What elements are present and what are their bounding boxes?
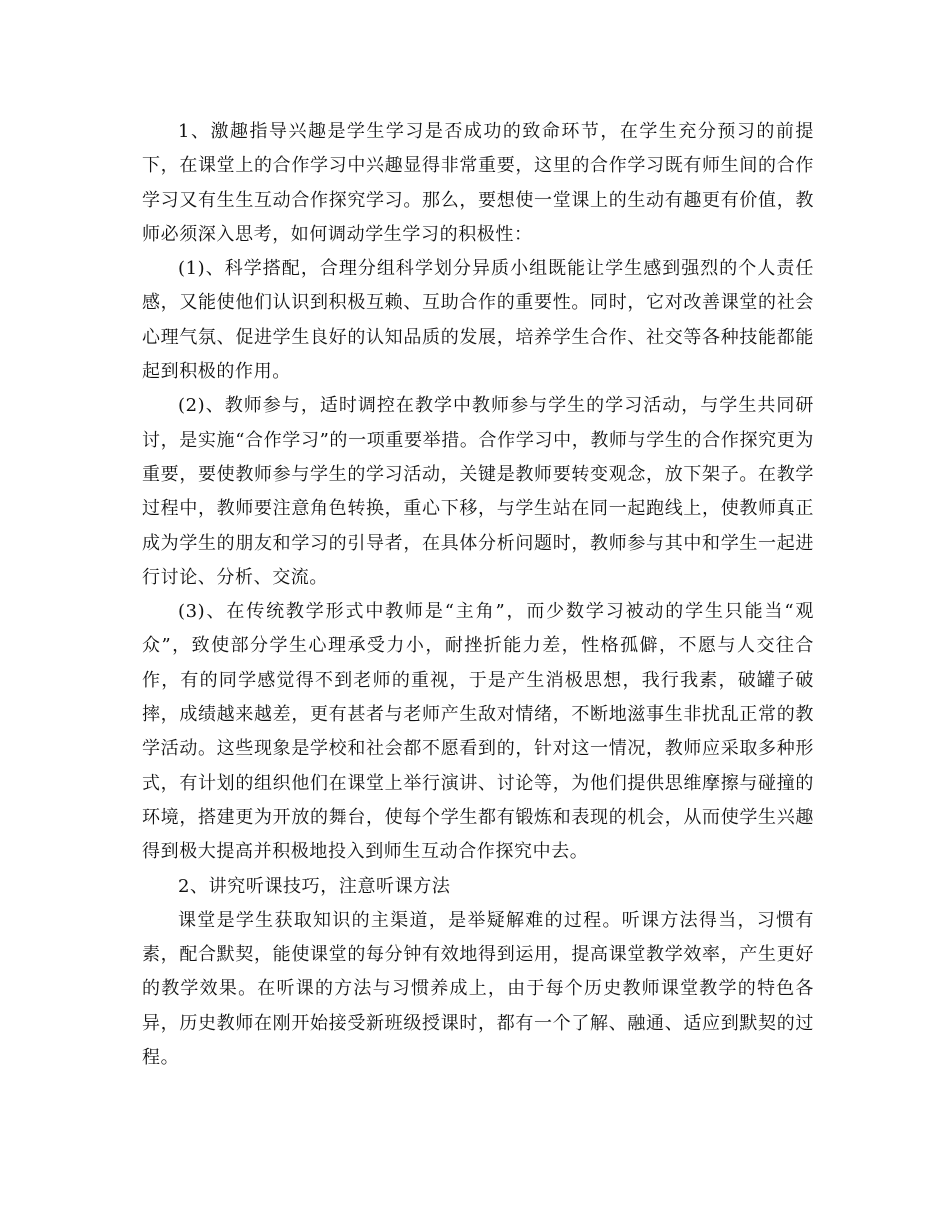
paragraph-classroom-channel: 课堂是学生获取知识的主渠道，是举疑解难的过程。听课方法得当，习惯有素，配合默契，能使课堂的每分钟有效地得到运用，提高课堂教学效率，产生更好的教学效果。在听课的方法与习惯养成上，由于每个历史教师课堂教学的特色各异，历史教师在刚开始接受新班级授课时，都有一个了解、融通、适应到默契的过程。 bbox=[142, 909, 814, 1069]
paragraph-teacher-participation: (2)、教师参与，适时调控在教学中教师参与学生的学习活动，与学生共同研讨，是实施“合作学习”的一项重要举措。合作学习中，教师与学生的合作探究更为重要，要使教师参与学生的学习活动，关键是教师要转变观念，放下架子。在教学过程中，教师要注意角色转换，重心下移，与学生站在同一起跑线上，使教师真正成为学生的朋友和学习的引导者，在具体分析问题时，教师参与其中和学生一起进行讨论、分析、交流。 bbox=[142, 395, 814, 588]
section-heading-listening-skills: 2、讲究听课技巧，注意听课方法 bbox=[178, 875, 451, 897]
paragraph-grouping: (1)、科学搭配，合理分组科学划分异质小组既能让学生感到强烈的个人责任感，又能使他们认识到积极互赖、互助合作的重要性。同时，它对改善课堂的社会心理气氛、促进学生良好的认知品质的发展，培养学生合作、社交等各种技能都能起到积极的作用。 bbox=[142, 258, 814, 383]
document-body bbox=[142, 115, 814, 1075]
paragraph-stimulate-interest: 1、激趣指导兴趣是学生学习是否成功的致命环节，在学生充分预习的前提下，在课堂上的合作学习中兴趣显得非常重要，这里的合作学习既有师生间的合作学习又有生生互动合作探究学习。那么，要想使一堂课上的生动有趣更有价值，教师必须深入思考，如何调动学生学习的积极性： bbox=[142, 121, 814, 245]
paragraph-traditional-teaching: (3)、在传统教学形式中教师是“主角”，而少数学习被动的学生只能当“观众”，致使部分学生心理承受力小，耐挫折能力差，性格孤僻，不愿与人交往合作，有的同学感觉得不到老师的重视，于是产生消极思想，我行我素，破罐子破摔，成绩越来越差，更有甚者与老师产生敌对情绪，不断地滋事生非扰乱正常的教学活动。这些现象是学校和社会都不愿看到的，针对这一情况，教师应采取多种形式，有计划的组织他们在课堂上举行演讲、讨论等，为他们提供思维摩擦与碰撞的环境，搭建更为开放的舞台，使每个学生都有锻炼和表现的机会，从而使学生兴趣得到极大提高并积极地投入到师生互动合作探究中去。 bbox=[142, 601, 814, 863]
